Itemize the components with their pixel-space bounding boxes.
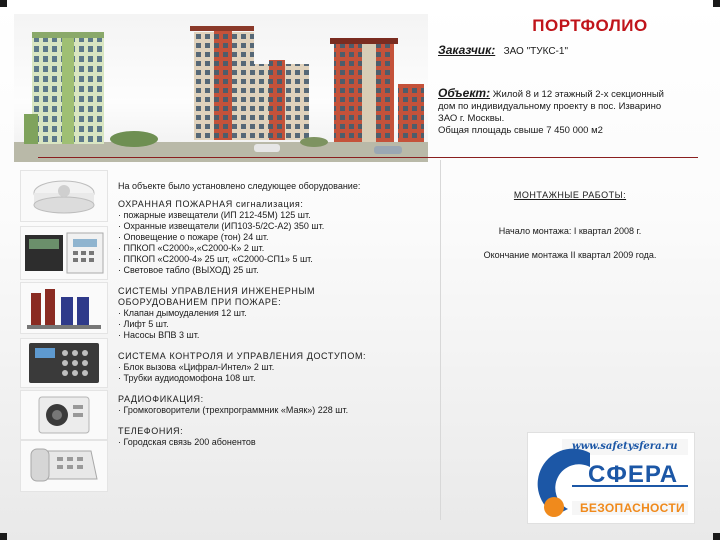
list-item: · Световое табло (ВЫХОД) 25 шт. [118, 265, 259, 275]
intercom-panel-image [20, 338, 108, 388]
telephone-image [20, 440, 108, 492]
customer-value: ЗАО "ТУКС-1" [503, 46, 568, 57]
montage-start: Начало монтажа: I квартал 2008 г. [498, 226, 642, 236]
divider [38, 157, 698, 158]
telephone-icon [21, 441, 107, 491]
buildings-photo [14, 14, 428, 162]
control-panel-image [20, 226, 108, 280]
corner-mark [0, 0, 7, 7]
logo-url: www.safetysfera.ru [572, 441, 678, 452]
object-line: ЗАО г. Москвы. [438, 113, 505, 124]
corner-mark [0, 533, 7, 540]
pump-station-image [20, 282, 108, 334]
montage-end: Окончание монтажа II квартал 2009 года. [483, 250, 657, 260]
page-title: ПОРТФОЛИО [532, 16, 648, 35]
list-item: · ППКОП «С2000»,«С2000-К» 2 шт. [118, 243, 265, 253]
object-line: дом по индивидуальному проекту в пос. Изварино [438, 101, 662, 112]
corner-mark [713, 533, 720, 540]
list-item: · пожарные извещатели (ИП 212-45М) 125 шт. [118, 210, 311, 220]
list-item: · Оповещение о пожаре (тон) 24 шт. [118, 232, 269, 242]
equipment-thumbnails [20, 170, 110, 530]
corner-mark [713, 0, 720, 7]
smoke-detector-image [20, 170, 108, 222]
company-logo [527, 432, 695, 524]
section-heading: СИСТЕМА КОНТРОЛЯ И УПРАВЛЕНИЯ ДОСТУПОМ: [118, 351, 367, 361]
control-panel-icon [21, 227, 107, 279]
object-line: Общая площадь свыше 7 450 000 м2 [438, 125, 603, 136]
section-heading: РАДИОФИКАЦИЯ: [118, 394, 204, 404]
list-item: · Насосы ВПВ 3 шт. [118, 330, 200, 340]
list-item: · Клапан дымоудаления 12 шт. [118, 308, 247, 318]
customer-label: Заказчик: [438, 43, 496, 57]
pump-icon [21, 283, 107, 333]
object-block [438, 87, 700, 137]
speaker-icon [21, 391, 107, 439]
equipment-list [118, 181, 438, 448]
section-heading: ОХРАННАЯ ПОЖАРНАЯ сигнализация: [118, 199, 304, 209]
object-line: Жилой 8 и 12 этажный 2-х секционный [492, 89, 664, 100]
montage-heading: МОНТАЖНЫЕ РАБОТЫ: [513, 190, 627, 200]
list-item: · ППКОП «С2000-4» 25 шт, «С2000-СП1» 5 шт. [118, 254, 313, 264]
equipment-intro: На объекте было установлено следующее оборудование: [118, 181, 361, 191]
customer-block [438, 43, 568, 57]
list-item: · Городская связь 200 абонентов [118, 437, 256, 447]
object-label: Объект: [438, 86, 491, 100]
list-item: · Лифт 5 шт. [118, 319, 169, 329]
list-item: · Громкоговорители (трехпрограммник «Маяк») 228 шт. [118, 405, 349, 415]
section-heading: СИСТЕМЫ УПРАВЛЕНИЯ ИНЖЕНЕРНЫМ ОБОРУДОВАНИЕМ ПРИ ПОЖАРЕ: [118, 286, 316, 307]
smoke-detector-icon [21, 171, 107, 221]
speaker-image [20, 390, 108, 440]
buildings-illustration [14, 14, 428, 162]
column-divider [440, 160, 441, 520]
list-item: · Охранные извещатели (ИП103-5/2С-А2) 350 шт. [118, 221, 325, 231]
section-heading: ТЕЛЕФОНИЯ: [118, 426, 184, 436]
logo-brand: СФЕРА [588, 461, 679, 488]
intercom-icon [21, 339, 107, 387]
logo-tagline: БЕЗОПАСНОСТИ [580, 501, 685, 515]
list-item: · Трубки аудиодомофона 108 шт. [118, 373, 256, 383]
list-item: · Блок вызова «Цифрал-Интел» 2 шт. [118, 362, 275, 372]
